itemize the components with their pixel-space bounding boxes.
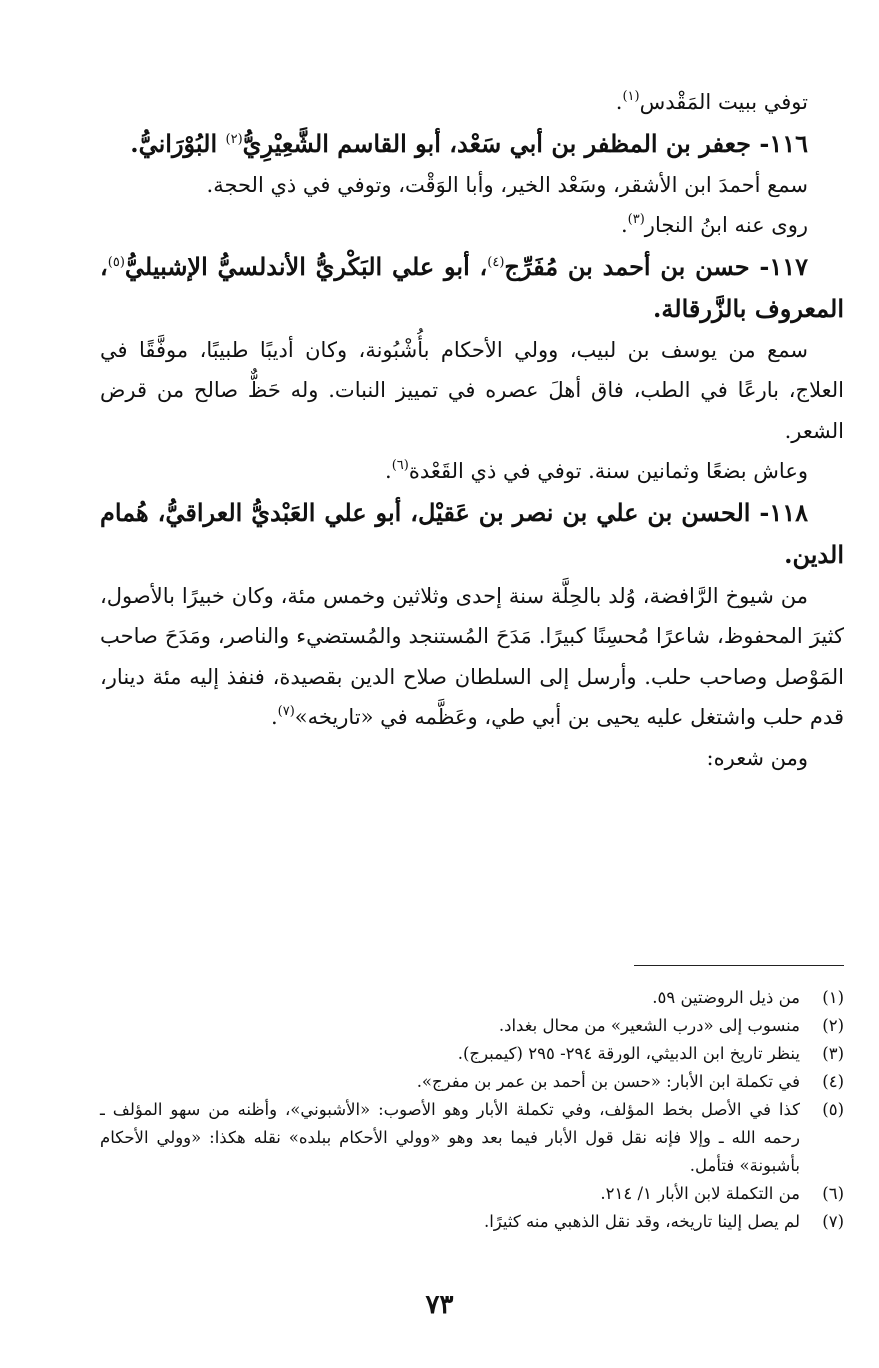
footnote-ref[interactable]: (٦) bbox=[391, 458, 409, 473]
footnote-number: (٤) bbox=[822, 1072, 844, 1091]
footnote-text: من ذيل الروضتين ٥٩. bbox=[652, 988, 800, 1007]
footnote-text: في تكملة ابن الأبار: «حسن بن أحمد بن عمر بن مفرج». bbox=[416, 1072, 800, 1091]
footnote-ref[interactable]: (١) bbox=[622, 89, 640, 104]
paragraph: سمع من يوسف بن لبيب، وولي الأحكام بأُشْبُونة، وكان أديبًا طبيبًا، موفَّقًا في العلاج، بارعًا في الطب، فاق أهلَ عصره في تمييز النبات. وله حَظٌّ صالح من قرض الشعر. bbox=[100, 337, 844, 443]
footnote-ref[interactable]: (٥) bbox=[107, 254, 125, 270]
paragraph: وعاش بضعًا وثمانين سنة. توفي في ذي القَعْدة$^{(٦)}$. bbox=[385, 458, 808, 483]
footnote-number: (١) bbox=[822, 988, 844, 1007]
paragraph: ومن شعره: bbox=[706, 745, 808, 770]
footnote-item bbox=[100, 984, 844, 1012]
footnote-text: كذا في الأصل بخط المؤلف، وفي تكملة الأبار وهو الأصوب: «الأشبوني»، وأظنه من سهو المؤلف ـ رحمه الله ـ وإلا فإنه نقل قول الأبار فيما بعد وهو «وولي الأحكام ببلده» نقله هكذا: «وولي الأحكام بأشبونة» فتأمل. bbox=[100, 1100, 800, 1175]
main-text bbox=[100, 82, 844, 778]
footnote-ref[interactable]: (٢) bbox=[225, 131, 243, 147]
biography-heading-117: ١١٧- حسن بن أحمد بن مُفَرِّج$^{(٤)}$، أبو علي البَكْريُّ الأندلسيُّ الإشبيليُّ$^{(٥)}$، المعروف بالزَّرقالة. bbox=[100, 251, 844, 323]
footnote-number: (٥) bbox=[822, 1100, 844, 1119]
footnote-ref[interactable]: (٧) bbox=[277, 704, 295, 719]
footnote-separator bbox=[634, 965, 844, 966]
paragraph: سمع أحمدَ ابن الأشقر، وسَعْد الخير، وأبا الوَقْت، وتوفي في ذي الحجة. bbox=[206, 172, 808, 197]
footnote-item bbox=[100, 1208, 844, 1236]
footnote-item bbox=[100, 1012, 844, 1040]
footnote-ref[interactable]: (٤) bbox=[487, 254, 505, 270]
footnote-text: لم يصل إلينا تاريخه، وقد نقل الذهبي منه كثيرًا. bbox=[483, 1212, 800, 1231]
footnote-item bbox=[100, 1096, 844, 1180]
footnote-number: (٧) bbox=[822, 1212, 844, 1231]
footnote-text: من التكملة لابن الأبار ١/ ٢١٤. bbox=[600, 1184, 800, 1203]
footnote-ref[interactable]: (٣) bbox=[627, 212, 645, 227]
footnote-item bbox=[100, 1040, 844, 1068]
footnote-number: (٦) bbox=[822, 1184, 844, 1203]
footnote-number: (٣) bbox=[822, 1044, 844, 1063]
footnote-text: ينظر تاريخ ابن الدبيثي، الورقة ٢٩٤- ٢٩٥ (كيمبرج). bbox=[457, 1044, 800, 1063]
footnote-text: منسوب إلى «درب الشعير» من محال بغداد. bbox=[498, 1016, 800, 1035]
footnote-item bbox=[100, 1068, 844, 1096]
footnote-item bbox=[100, 1180, 844, 1208]
biography-heading-118: ١١٨- الحسن بن علي بن نصر بن عَقيْل، أبو علي العَبْديُّ العراقيُّ، هُمام الدين. bbox=[100, 497, 844, 569]
footnote-number: (٢) bbox=[822, 1016, 844, 1035]
paragraph: من شيوخ الرَّافضة، وُلد بالحِلَّة سنة إحدى وثلاثين وخمس مئة، وكان خبيرًا بالأصول، كثيرَ المحفوظ، شاعرًا مُحسِنًا كبيرًا. مَدَحَ المُستنجد والمُستضيء والناصر، ومَدَحَ صاحب المَوْصل وصاحب حلب. وأرسل إلى السلطان صلاح الدين بقصيدة، فنفذ إليه مئة دينار، قدم حلب واشتغل عليه يحيى بن أبي طي، وعَظَّمه في «تاريخه»$^{(٧)}$. bbox=[100, 583, 844, 729]
paragraph: توفي ببيت المَقْدس$^{(١)}$. bbox=[615, 89, 808, 114]
footnotes bbox=[100, 984, 844, 1236]
page-number: ٧٣ bbox=[425, 1290, 454, 1320]
biography-heading-116: ١١٦- جعفر بن المظفر بن أبي سَعْد، أبو القاسم الشَّعِيْرِيُّ$^{(٢)}$ البُوْرَانيُّ. bbox=[130, 128, 808, 158]
paragraph: روى عنه ابنُ النجار$^{(٣)}$. bbox=[620, 212, 808, 237]
